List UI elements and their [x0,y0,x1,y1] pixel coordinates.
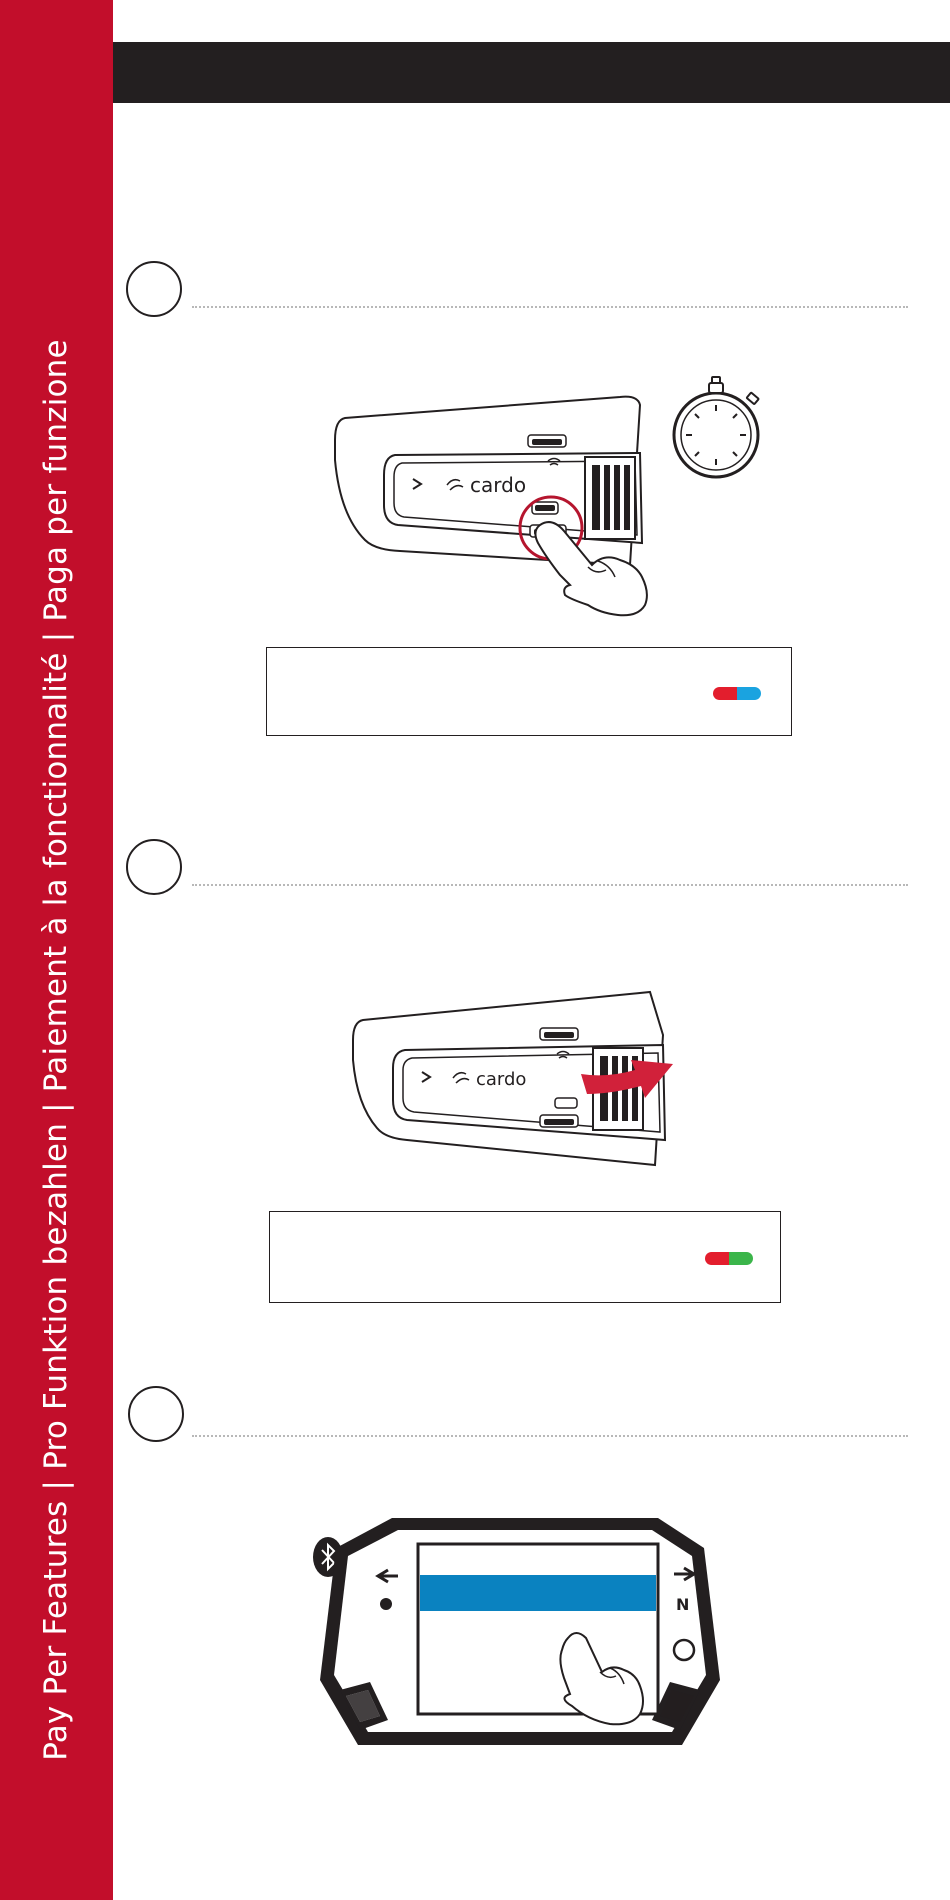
step-2-device-illustration [345,990,675,1170]
step-3-dashboard-illustration [310,1510,730,1750]
step-1-device-illustration [320,365,780,615]
step-1-device-logo: cardo [470,473,527,497]
sidebar-title: Pay Per Features | Pro Funktion bezahlen | Paiement à la fonctionnalité | Paga per funzione [38,339,74,1761]
step-2-divider [192,884,908,886]
header-bar [113,42,950,103]
step-3-number-circle [128,1386,184,1442]
step-1-led-box [266,647,792,736]
dashboard-right-letter: N [676,1595,690,1614]
sidebar [0,0,113,1900]
step-3-divider [192,1435,908,1437]
step-2-led-box [269,1211,781,1303]
step-1-divider [192,306,908,308]
step-2-led-green [729,1252,753,1265]
step-2-led-red [705,1252,729,1265]
step-1-led-indicator [713,687,761,700]
step-1-led-red [713,687,737,700]
step-1-led-blue [737,687,761,700]
step-1-number-circle [126,261,182,317]
step-2-led-indicator [705,1252,753,1265]
step-2-number-circle [126,839,182,895]
step-2-device-logo: cardo [476,1069,527,1090]
